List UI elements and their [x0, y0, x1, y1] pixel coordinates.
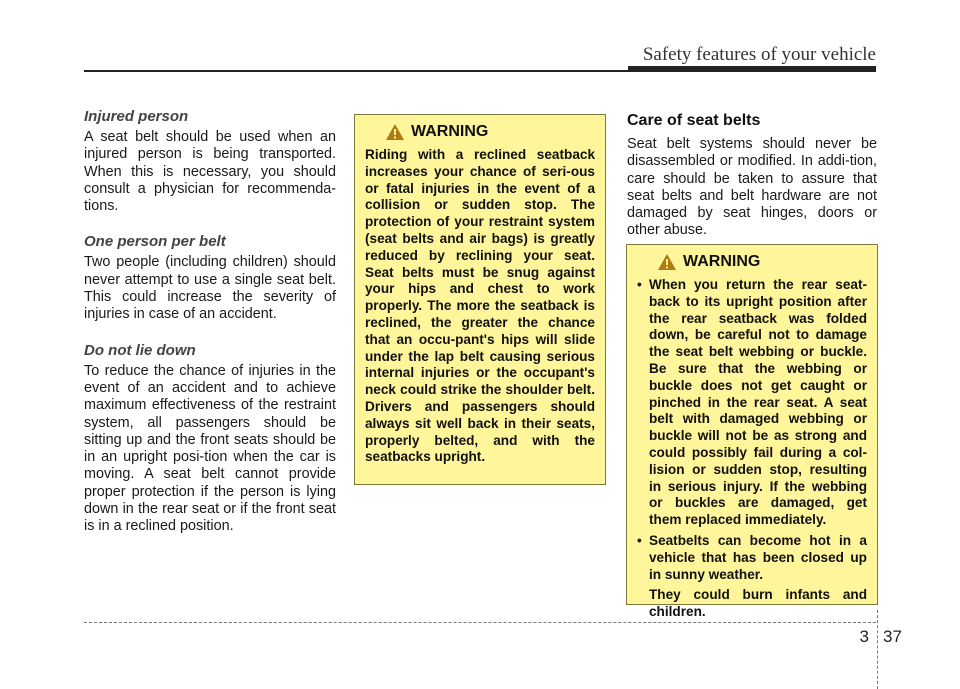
warning-bullet-text: Seatbelts can become hot in a vehicle that has been closed up in sunny weather.: [649, 532, 867, 582]
page-number-divider: [877, 610, 878, 689]
warning-bullet-item: [637, 533, 867, 621]
warning-box-reclined-seatback: [354, 114, 606, 485]
paragraph-injured-person: A seat belt should be used when an injured person is being transported. When this is necessary, you should consult a physician for recommenda-tions.: [84, 129, 336, 215]
warning-title: WARNING: [683, 253, 761, 270]
chapter-number: 3: [859, 627, 869, 646]
subheading-one-person-per-belt: One person per belt: [84, 233, 226, 251]
paragraph-care-of-seat-belts: Seat belt systems should never be disassembled or modified. In addi-tion, care should be taken to assure that seat belts and belt hardware are not damaged by seat hinges, doors or other abuse.: [627, 136, 877, 239]
bullet-marker: •: [637, 277, 642, 292]
warning-bullet-text: When you return the rear seat-back to its upright position after the rear seatback was folded down, be careful not to damage the seat belt webbing or buckle. Be sure that the webbing or buckle does not get caught or pinched in the rear seat. A seat belt with damaged webbing or buckle will not be as strong and could possibly fail during a col-lision or sudden stop, resulting in serious injury. If the webbing or buckles are damaged, get them replaced immediately.: [649, 277, 867, 528]
section-title: Safety features of your vehicle: [642, 44, 876, 65]
subheading-injured-person: Injured person: [84, 108, 189, 125]
footer-dashed-rule: [84, 622, 876, 623]
left-column: [84, 108, 336, 554]
warning-title: WARNING: [411, 123, 489, 140]
warning-bullet-item: [637, 277, 867, 529]
heading-care-of-seat-belts: Care of seat belts: [627, 112, 761, 129]
section-one-person-per-belt: [84, 233, 336, 323]
paragraph-one-person-per-belt: Two people (including children) should never attempt to use a single seat belt. This could increase the severity of injuries in case of an accident.: [84, 254, 336, 323]
warning-bullet-continuation: They could burn infants and children.: [649, 587, 867, 620]
warning-text: Riding with a reclined seatback increases your chance of seri-ous or fatal injuries in the event of a collision or sudden stop. The protection of your restraint system (seat belts and air bags) is greatly reduced by reclining your seat. Seat belts must be snug against your hips and chest to work properly. The more the seatback is reclined, the greater the chance that an occu-pant's hips will slide under the lap belt causing serious internal injuries or the occupant's neck could strike the shoulder belt. Drivers and passengers should always sit well back in their seats, properly belted, and with the seatbacks upright.: [365, 147, 595, 465]
warning-triangle-icon: [657, 253, 677, 271]
warning-header: [657, 253, 867, 271]
warning-box-rear-seatback: [626, 244, 878, 620]
right-column: [627, 112, 877, 258]
subheading-do-not-lie-down: Do not lie down: [84, 341, 196, 359]
paragraph-do-not-lie-down: To reduce the chance of injuries in the event of an accident and to achieve maximum effectiveness of the restraint system, all passengers should be sitting up and the front seats should be in an upright posi-tion when the car is moving. A seat belt cannot provide proper protection if the person is lying down in the rear seat or if the front seat is in a reclined position.: [84, 362, 336, 535]
header-accent-bar: [628, 66, 876, 72]
warning-header: [385, 123, 595, 141]
section-injured-person: [84, 108, 336, 215]
page-number: 37: [883, 627, 902, 646]
bullet-marker: •: [637, 532, 642, 548]
warning-bullet-list: [637, 277, 867, 621]
warning-triangle-icon: [385, 123, 405, 141]
section-do-not-lie-down: [84, 342, 336, 536]
